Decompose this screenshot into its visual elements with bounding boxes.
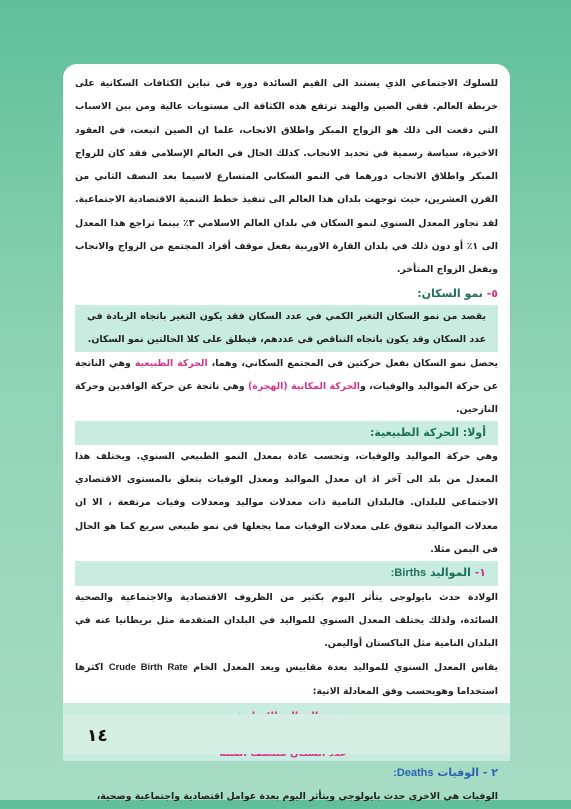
heading-title: المواليد [429, 566, 471, 580]
text-part: وهي الناتجة عن حركة المواليد والوفيات، و [75, 357, 498, 392]
paragraph-population-density: للسلوك الاجتماعي الذي يستند الى القيم السائدة دوره في تباين الكثافات السكانية على خريطة العالم. ففي الصين والهند ترتفع هذه الكثافة الى مستويات عالية ومن بين الاسباب التي دفعت الى ذلك هو الزواج المبكر واطلاق الانجاب، علما ان الصين اتبعت، في العقود الاخيرة، سياسة رسمية في تحديد الانجاب. كذلك الحال في العالم الإسلامي فقد كان للزواج المبكر واطلاق الانجاب دورهما في النمو السكاني المتسارع لاسيما بعد النصف الثاني من القرن العشرين، حيث توجهت بلدان هذا العالم الى تنفيذ خطط التنمية الاقتصادية الاجتماعية. لقد تجاوز المعدل السنوي لنمو السكان في بلدان العالم الاسلامي ٣٪ بينما تراجع هذا المعدل الى ١٪ أو دون ذلك في بلدان القارة الاوربية بفعل موقف أفراد المجتمع من الزواج والانجاب وبفعل الزواج المتأخر. [75, 78, 498, 276]
heading-number: ٢ - [482, 766, 498, 780]
paragraph-crude-birth-rate [75, 655, 498, 703]
text-part: وهي ناتجة عن حركة الوافدين وحركة النازحين. [75, 380, 498, 416]
heading-deaths [75, 761, 498, 785]
heading-title: الوفيات [437, 766, 480, 780]
text-part: اكثرها استخداما وهويحسب وفق المعادلة الاتية: [75, 662, 498, 697]
heading-births [75, 561, 498, 585]
natural-movement-term: الحركة الطبيعية [134, 357, 208, 369]
page-card [63, 64, 510, 803]
heading-english: Deaths: [393, 767, 434, 780]
heading-population-growth [75, 282, 498, 305]
paragraph-deaths: الوفيات هي الاخرى حدث بايولوجي ويتأثر اليوم بعدة عوامل اقتصادية واجتماعية وصحية، [96, 791, 498, 803]
paragraph-two-movements [75, 352, 498, 422]
paragraph-natural-movement: وهي حركة المواليد والوفيات، وتحسب عادة بمعدل النمو الطبيعي السنوي. ويختلف هذا المعدل من بلد الى آخر اذ ان معدل المواليد ومعدل الوفيات يتعلق بالمستوى الاقتصادي الاجتماعي للبلدان. فالبلدان النامية ذات معدلات مواليد ومعدلات وفيات مرتفعة ، الا ان معدلات المواليد تتفوق على معدلات الوفيات مما يجعلها في نمو طبيعي سريع كما هو الحال في اليمن مثلا. [75, 450, 498, 555]
paragraph-births: الولادة حدث بايولوجي يتأثر اليوم بكثير من الظروف الاقتصادية والاجتماعية والصحية السائدة، ولذلك يختلف المعدل السنوي للمواليد في البلدان المتقدمة مثل بريطانيا عنه في البلدان النامية مثل الباكستان أواليمن. [75, 591, 498, 650]
heading-natural-movement: أولا: الحركة الطبيعية: [75, 421, 498, 444]
page-number: ١٤ [87, 726, 108, 746]
spatial-movement-term: الحركة المكانية (الهجرة) [248, 380, 361, 392]
page-content [75, 72, 498, 809]
crude-birth-rate-term: Crude Birth Rate [108, 661, 188, 673]
text-part: يحصل نمو السكان بفعل حركتين في المجتمع السكاني، وهما، [207, 357, 498, 369]
heading-title: نمو السكان: [417, 286, 483, 300]
heading-english: Births: [390, 567, 427, 580]
heading-number: ١- [474, 566, 486, 580]
heading-number: ٥- [486, 286, 498, 300]
paragraph-growth-definition: يقصد من نمو السكان التغير الكمي في عدد السكان فقد يكون التغير باتجاه الزيادة في عدد السكان وقد يكون باتجاه التناقص في عددهم، فيطلق على كلا الحالتين نمو السكان. [75, 305, 498, 352]
text-part: يقاس المعدل السنوي للمواليد بعدة مقاييس ويعد المعدل الخام [187, 662, 499, 674]
footer-bar [63, 714, 510, 754]
